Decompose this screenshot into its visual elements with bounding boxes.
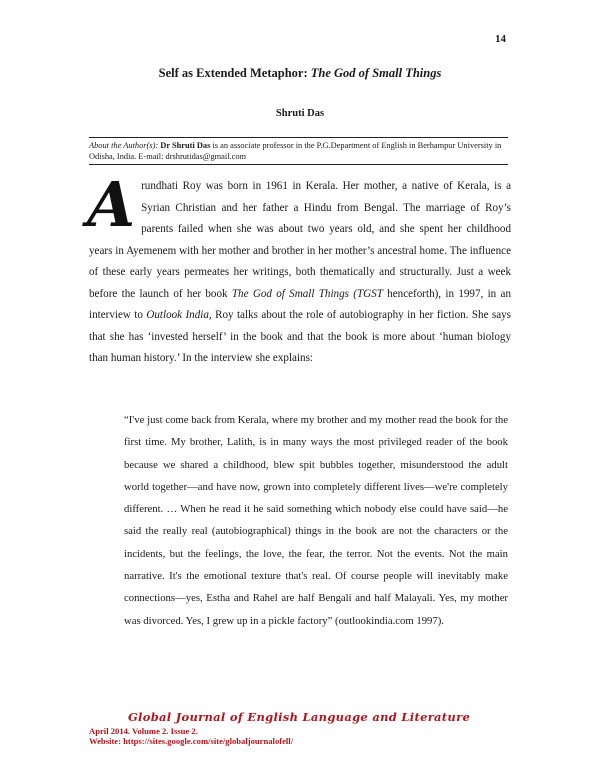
- website-link[interactable]: Website: https://sites.google.com/site/globaljournalofell/: [89, 736, 294, 746]
- about-author-box: [89, 137, 508, 165]
- drop-cap: A: [87, 168, 136, 241]
- title-italic: The God of Small Things: [310, 66, 442, 80]
- journal-name: Global Journal of English Language and Literature: [127, 710, 471, 724]
- about-name: Dr Shruti Das: [160, 141, 211, 150]
- body-text-2: henceforth), in 1997, in an interview to: [89, 287, 511, 321]
- block-quote: “I've just come back from Kerala, where my brother and my mother read the book for the first time. My brother, Lalith, is in many ways the most privileged reader of the book because we shared a childhood, blew spit bubbles together, misunderstood the adult world together—and have now, grown into completely different lives—we're completely different. … When he read it he said something which nobody else could have said—he said the really real (autobiographical) things in the book are not the characters or the incidents, but the feelings, the love, the fear, the terror. Not the events. Not the main narrative. It's the emotional texture that's real. Of course people will inevitably make connections—yes, Estha and Rahel are half Bengali and half Malayali. Yes, my mother was divorced. Yes, I grew up in a pickle factory” (outlookindia.com 1997).: [124, 414, 508, 627]
- footer: [89, 710, 509, 746]
- title-main: Self as Extended Metaphor:: [158, 66, 311, 80]
- book-title: The God of Small Things (TGST: [231, 287, 383, 300]
- body-text-1: rundhati Roy was born in 1961 in Kerala. Her mother, a native of Kerala, is a Syrian Christian and her father a Hindu from Bengal. The marriage of Roy’s parents failed when she was about two years old, and she spent her childhood years in Ayemenem with her mother and brother in her mother’s ancestral home. The influence of these early years permeates her writings, both thematically and structurally. Just a week before the launch of her book: [89, 180, 511, 300]
- about-label: About the Author(s):: [89, 141, 159, 150]
- author-name: Shruti Das: [275, 108, 325, 119]
- page-number: 14: [495, 33, 506, 45]
- issue-info: April 2014. Volume 2. Issue 2.: [89, 726, 198, 736]
- about-text: is an associate professor in the P.G.Department of English in Berhampur University in Odisha, India. E-mail: drshrutidas@gmail.com: [89, 141, 502, 161]
- body-paragraph: [87, 168, 511, 370]
- paper-title: [0, 66, 600, 81]
- magazine-name: Outlook India: [146, 309, 209, 321]
- body-text-3: , Roy talks about the role of autobiography in her fiction. She says that she has ‘invested herself’ in the book and that the book is more about ‘human biology than human history.’ In the interview she explains:: [89, 309, 511, 364]
